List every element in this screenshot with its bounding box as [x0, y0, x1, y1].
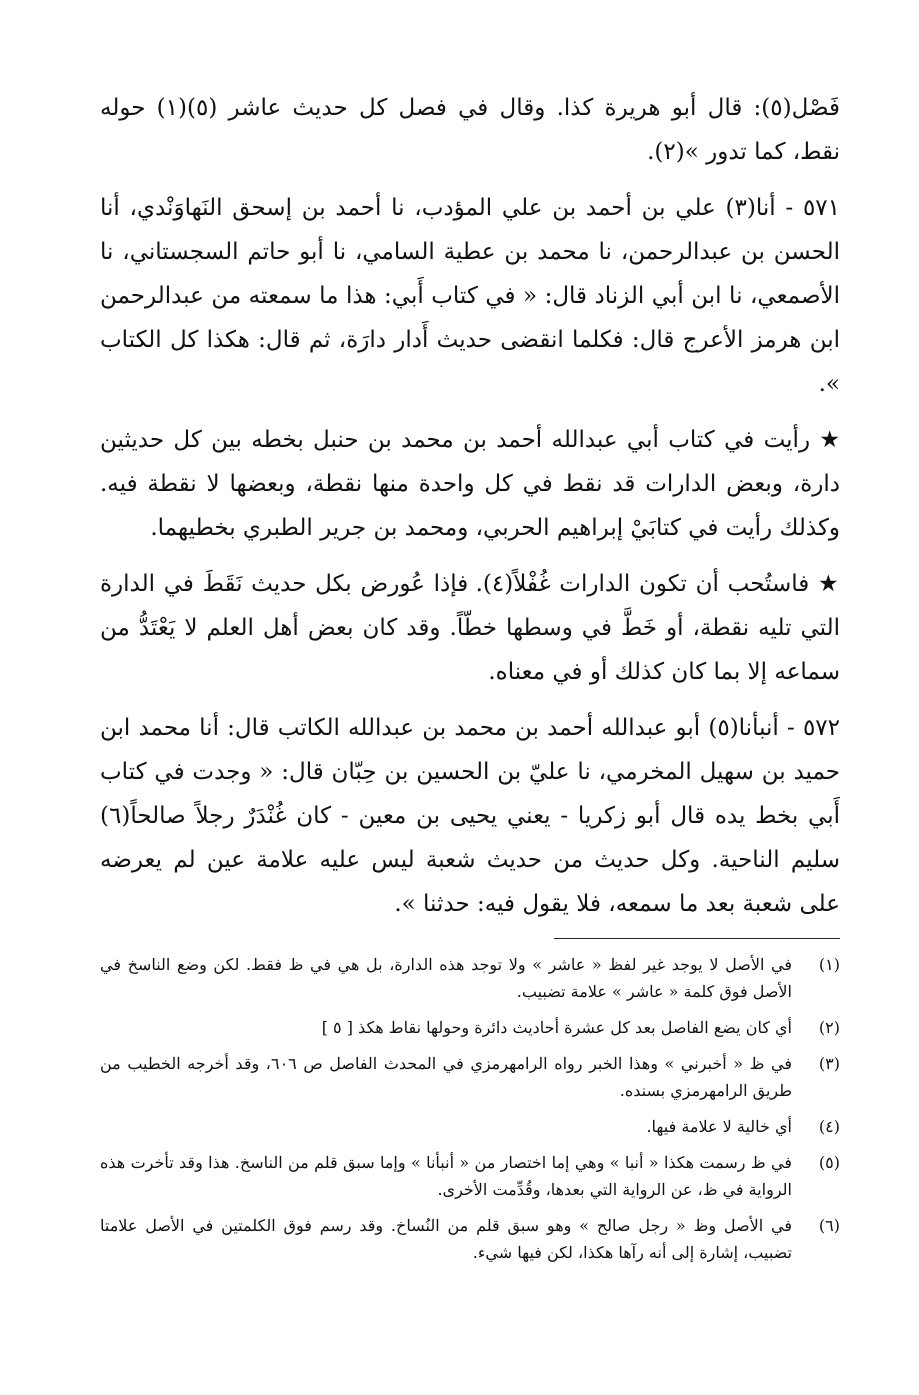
paragraph-note-dara: ★ رأيت في كتاب أبي عبدالله أحمد بن محمد بن حنبل بخطه بين كل حديثين دارة، وبعض الدارات قد نقط في كل واحدة منها نقطة، وبعضها لا نقطة فيه. وكذلك رأيت في كتابَيْ إبراهيم الحربي، ومحمد بن جرير الطبري بخطيهما.	[100, 427, 840, 541]
book-page	[100, 86, 840, 1275]
footnote-1	[100, 951, 840, 1005]
footnotes	[100, 951, 840, 1266]
footnote-4	[100, 1113, 840, 1140]
footnote-text: في ظ رسمت هكذا « أنبا » وهي إما اختصار من « أنبأنا » وإما سبق قلم من الناسخ. هذا وقد تأخرت هذه الرواية في ظ، عن الرواية التي بعدها، وقُدِّمت الأخرى.	[100, 1153, 792, 1199]
footnote-number: (٢)	[818, 1018, 840, 1037]
paragraph-572: ٥٧٢ - أنبأنا(٥) أبو عبدالله أحمد بن محمد بن عبدالله الكاتب قال: أنا محمد ابن حميد بن سهيل المخرمي، نا عليّ بن الحسين بن حِبّان قال: « وجدت في كتاب أَبي بخط يده قال أبو زكريا - يعني يحيى بن معين - كان غُنْدَرٌ رجلاً صالحاً(٦) سليم الناحية. وكل حديث من حديث شعبة ليس عليه علامة عين لم يعرضه على شعبة بعد ما سمعه، فلا يقول فيه: حدثنا ».	[100, 715, 840, 917]
footnote-5	[100, 1149, 840, 1203]
footnote-6	[100, 1212, 840, 1266]
footnote-2	[100, 1014, 840, 1041]
footnote-number: (٥)	[818, 1153, 840, 1172]
footnote-number: (٦)	[818, 1216, 840, 1235]
footnote-3	[100, 1050, 840, 1104]
paragraph-note-ghufl: ★ فاستُحب أن تكون الدارات غُفْلاً(٤). فإذا عُورض بكل حديث نَقَطَ في الدارة التي تليه نقطة، أو خَطَّ في وسطها خطّاً. وقد كان بعض أهل العلم لا يَعْتَدُّ من سماعه إلا بما كان كذلك أو في معناه.	[100, 571, 840, 685]
paragraph-571: ٥٧١ - أنا(٣) علي بن أحمد بن علي المؤدب، نا أحمد بن إسحق النَهاوَنْدي، أنا الحسن بن عبدالرحمن، نا محمد بن عطية السامي، نا أبو حاتم السجستاني، نا الأصمعي، نا ابن أبي الزناد قال: « في كتاب أَبي: هذا ما سمعته من عبدالرحمن ابن هرمز الأعرج قال: فكلما انقضى حديث أَدار دارَة، ثم قال: هكذا كل الكتاب ».	[100, 195, 840, 397]
paragraph-fasl: فَصْل(٥): قال أبو هريرة كذا. وقال في فصل كل حديث عاشر (٥)(١) حوله نقط، كما تدور »(٢).	[100, 95, 840, 165]
footnote-number: (٤)	[818, 1117, 840, 1136]
footnote-text: في الأصل وظ « رجل صالح » وهو سبق قلم من النُساخ. وقد رسم فوق الكلمتين في الأصل علامتا تضبيب، إشارة إلى أنه رآها هكذا، لكن فيها شيء.	[100, 1216, 792, 1262]
footnote-number: (٣)	[818, 1054, 840, 1073]
footnote-text: في الأصل لا يوجد غير لفظ « عاشر » ولا توجد هذه الدارة، بل هي في ظ فقط. لكن وضع الناسخ في الأصل فوق كلمة « عاشر » علامة تضبيب.	[100, 955, 792, 1001]
footnote-number: (١)	[818, 955, 840, 974]
main-text	[100, 86, 840, 926]
footnote-text: أي كان يضع الفاصل بعد كل عشرة أحاديث دائرة وحولها نقاط هكذ [ ٥ ]	[321, 1018, 792, 1037]
footnote-text: في ظ « أخبرني » وهذا الخبر رواه الرامهرمزي في المحدث الفاصل ص ٦٠٦، وقد أخرجه الخطيب من طريق الرامهرمزي بسنده.	[100, 1054, 792, 1100]
footnote-divider	[554, 938, 840, 939]
footnote-text: أي خالية لا علامة فيها.	[646, 1117, 792, 1136]
